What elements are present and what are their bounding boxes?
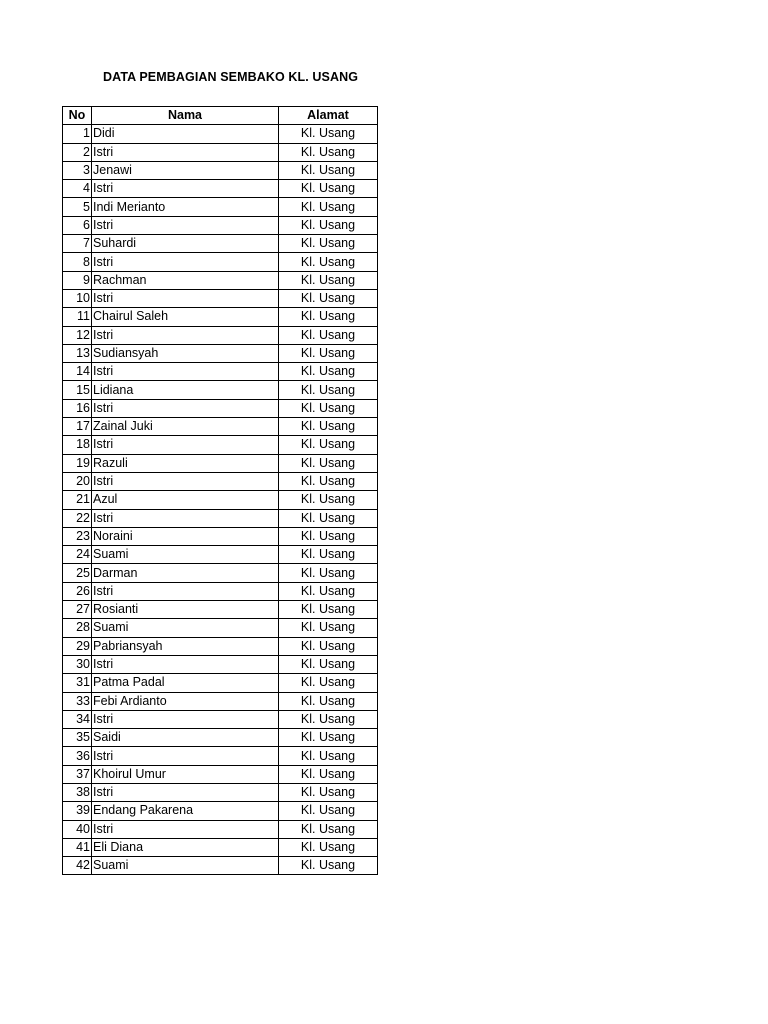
cell-nama: Endang Pakarena	[92, 802, 279, 820]
cell-nama: Istri	[92, 363, 279, 381]
table-body	[63, 125, 378, 875]
cell-no: 15	[63, 381, 92, 399]
table-row	[63, 783, 378, 801]
table-row	[63, 546, 378, 564]
column-header-no: No	[63, 107, 92, 125]
cell-alamat: Kl. Usang	[279, 289, 378, 307]
cell-alamat: Kl. Usang	[279, 710, 378, 728]
cell-no: 7	[63, 235, 92, 253]
table-row	[63, 436, 378, 454]
cell-nama: Istri	[92, 253, 279, 271]
cell-nama: Suhardi	[92, 235, 279, 253]
cell-no: 18	[63, 436, 92, 454]
table-row	[63, 857, 378, 875]
table-row	[63, 308, 378, 326]
table-row	[63, 564, 378, 582]
table-row	[63, 381, 378, 399]
table-row	[63, 802, 378, 820]
table-row	[63, 271, 378, 289]
cell-alamat: Kl. Usang	[279, 765, 378, 783]
cell-nama: Chairul Saleh	[92, 308, 279, 326]
cell-no: 21	[63, 491, 92, 509]
table-row	[63, 637, 378, 655]
table-row	[63, 363, 378, 381]
table-row	[63, 143, 378, 161]
cell-alamat: Kl. Usang	[279, 436, 378, 454]
table-row	[63, 527, 378, 545]
cell-alamat: Kl. Usang	[279, 381, 378, 399]
cell-alamat: Kl. Usang	[279, 527, 378, 545]
cell-nama: Saidi	[92, 729, 279, 747]
table-row	[63, 180, 378, 198]
table-row	[63, 125, 378, 143]
cell-alamat: Kl. Usang	[279, 454, 378, 472]
page-title: DATA PEMBAGIAN SEMBAKO KL. USANG	[103, 70, 359, 84]
table-row	[63, 601, 378, 619]
cell-no: 1	[63, 125, 92, 143]
cell-nama: Istri	[92, 180, 279, 198]
cell-no: 3	[63, 161, 92, 179]
table-row	[63, 216, 378, 234]
cell-alamat: Kl. Usang	[279, 180, 378, 198]
column-header-alamat: Alamat	[279, 107, 378, 125]
cell-alamat: Kl. Usang	[279, 271, 378, 289]
cell-nama: Istri	[92, 820, 279, 838]
cell-alamat: Kl. Usang	[279, 143, 378, 161]
cell-no: 27	[63, 601, 92, 619]
cell-no: 13	[63, 344, 92, 362]
cell-alamat: Kl. Usang	[279, 308, 378, 326]
cell-nama: Razuli	[92, 454, 279, 472]
cell-nama: Sudiansyah	[92, 344, 279, 362]
cell-nama: Pabriansyah	[92, 637, 279, 655]
cell-nama: Suami	[92, 546, 279, 564]
cell-no: 8	[63, 253, 92, 271]
cell-alamat: Kl. Usang	[279, 601, 378, 619]
cell-nama: Rachman	[92, 271, 279, 289]
cell-no: 34	[63, 710, 92, 728]
cell-nama: Istri	[92, 582, 279, 600]
cell-nama: Istri	[92, 655, 279, 673]
cell-no: 31	[63, 674, 92, 692]
table-row	[63, 692, 378, 710]
table-row	[63, 198, 378, 216]
cell-nama: Suami	[92, 857, 279, 875]
cell-no: 40	[63, 820, 92, 838]
cell-nama: Istri	[92, 747, 279, 765]
cell-no: 24	[63, 546, 92, 564]
cell-alamat: Kl. Usang	[279, 802, 378, 820]
table-row	[63, 710, 378, 728]
table-row	[63, 235, 378, 253]
table-row	[63, 582, 378, 600]
cell-nama: Istri	[92, 436, 279, 454]
cell-no: 22	[63, 509, 92, 527]
cell-no: 37	[63, 765, 92, 783]
table-row	[63, 619, 378, 637]
table-row	[63, 655, 378, 673]
cell-alamat: Kl. Usang	[279, 546, 378, 564]
table-row	[63, 820, 378, 838]
cell-nama: Indi Merianto	[92, 198, 279, 216]
cell-alamat: Kl. Usang	[279, 418, 378, 436]
cell-nama: Suami	[92, 619, 279, 637]
cell-no: 19	[63, 454, 92, 472]
table-header-row	[63, 107, 378, 125]
cell-alamat: Kl. Usang	[279, 491, 378, 509]
cell-alamat: Kl. Usang	[279, 619, 378, 637]
cell-alamat: Kl. Usang	[279, 729, 378, 747]
cell-no: 16	[63, 399, 92, 417]
cell-alamat: Kl. Usang	[279, 783, 378, 801]
cell-nama: Lidiana	[92, 381, 279, 399]
cell-nama: Istri	[92, 509, 279, 527]
cell-nama: Rosianti	[92, 601, 279, 619]
table-row	[63, 326, 378, 344]
cell-alamat: Kl. Usang	[279, 198, 378, 216]
data-table	[62, 106, 378, 875]
cell-nama: Zainal Juki	[92, 418, 279, 436]
cell-alamat: Kl. Usang	[279, 216, 378, 234]
cell-nama: Patma Padal	[92, 674, 279, 692]
cell-alamat: Kl. Usang	[279, 820, 378, 838]
table-row	[63, 674, 378, 692]
cell-no: 11	[63, 308, 92, 326]
cell-nama: Istri	[92, 399, 279, 417]
cell-nama: Khoirul Umur	[92, 765, 279, 783]
cell-alamat: Kl. Usang	[279, 582, 378, 600]
table-row	[63, 253, 378, 271]
cell-alamat: Kl. Usang	[279, 857, 378, 875]
cell-no: 26	[63, 582, 92, 600]
cell-no: 20	[63, 472, 92, 490]
cell-no: 6	[63, 216, 92, 234]
cell-nama: Istri	[92, 216, 279, 234]
cell-nama: Noraini	[92, 527, 279, 545]
cell-alamat: Kl. Usang	[279, 564, 378, 582]
cell-no: 12	[63, 326, 92, 344]
cell-nama: Istri	[92, 143, 279, 161]
table-row	[63, 454, 378, 472]
table-row	[63, 509, 378, 527]
cell-alamat: Kl. Usang	[279, 399, 378, 417]
cell-alamat: Kl. Usang	[279, 509, 378, 527]
cell-no: 42	[63, 857, 92, 875]
table-row	[63, 418, 378, 436]
cell-no: 17	[63, 418, 92, 436]
cell-no: 10	[63, 289, 92, 307]
cell-alamat: Kl. Usang	[279, 655, 378, 673]
cell-alamat: Kl. Usang	[279, 674, 378, 692]
cell-no: 38	[63, 783, 92, 801]
cell-no: 23	[63, 527, 92, 545]
table-row	[63, 289, 378, 307]
cell-no: 14	[63, 363, 92, 381]
table-row	[63, 729, 378, 747]
cell-no: 29	[63, 637, 92, 655]
table-row	[63, 747, 378, 765]
cell-no: 25	[63, 564, 92, 582]
cell-alamat: Kl. Usang	[279, 747, 378, 765]
cell-no: 9	[63, 271, 92, 289]
cell-alamat: Kl. Usang	[279, 637, 378, 655]
cell-alamat: Kl. Usang	[279, 838, 378, 856]
cell-alamat: Kl. Usang	[279, 472, 378, 490]
cell-no: 30	[63, 655, 92, 673]
cell-no: 2	[63, 143, 92, 161]
cell-alamat: Kl. Usang	[279, 326, 378, 344]
table-row	[63, 491, 378, 509]
cell-alamat: Kl. Usang	[279, 253, 378, 271]
table-row	[63, 472, 378, 490]
cell-alamat: Kl. Usang	[279, 344, 378, 362]
cell-nama: Febi Ardianto	[92, 692, 279, 710]
cell-nama: Darman	[92, 564, 279, 582]
cell-no: 4	[63, 180, 92, 198]
cell-alamat: Kl. Usang	[279, 363, 378, 381]
cell-no: 5	[63, 198, 92, 216]
cell-alamat: Kl. Usang	[279, 692, 378, 710]
cell-nama: Didi	[92, 125, 279, 143]
cell-no: 28	[63, 619, 92, 637]
cell-alamat: Kl. Usang	[279, 161, 378, 179]
cell-no: 35	[63, 729, 92, 747]
cell-no: 39	[63, 802, 92, 820]
cell-nama: Istri	[92, 710, 279, 728]
cell-nama: Istri	[92, 289, 279, 307]
cell-nama: Istri	[92, 783, 279, 801]
cell-nama: Jenawi	[92, 161, 279, 179]
cell-no: 41	[63, 838, 92, 856]
cell-no: 33	[63, 692, 92, 710]
table-row	[63, 399, 378, 417]
table-row	[63, 161, 378, 179]
cell-nama: Eli Diana	[92, 838, 279, 856]
cell-no: 36	[63, 747, 92, 765]
table-row	[63, 765, 378, 783]
cell-nama: Azul	[92, 491, 279, 509]
table-row	[63, 344, 378, 362]
cell-alamat: Kl. Usang	[279, 125, 378, 143]
cell-nama: Istri	[92, 472, 279, 490]
cell-nama: Istri	[92, 326, 279, 344]
cell-alamat: Kl. Usang	[279, 235, 378, 253]
table-row	[63, 838, 378, 856]
column-header-nama: Nama	[92, 107, 279, 125]
